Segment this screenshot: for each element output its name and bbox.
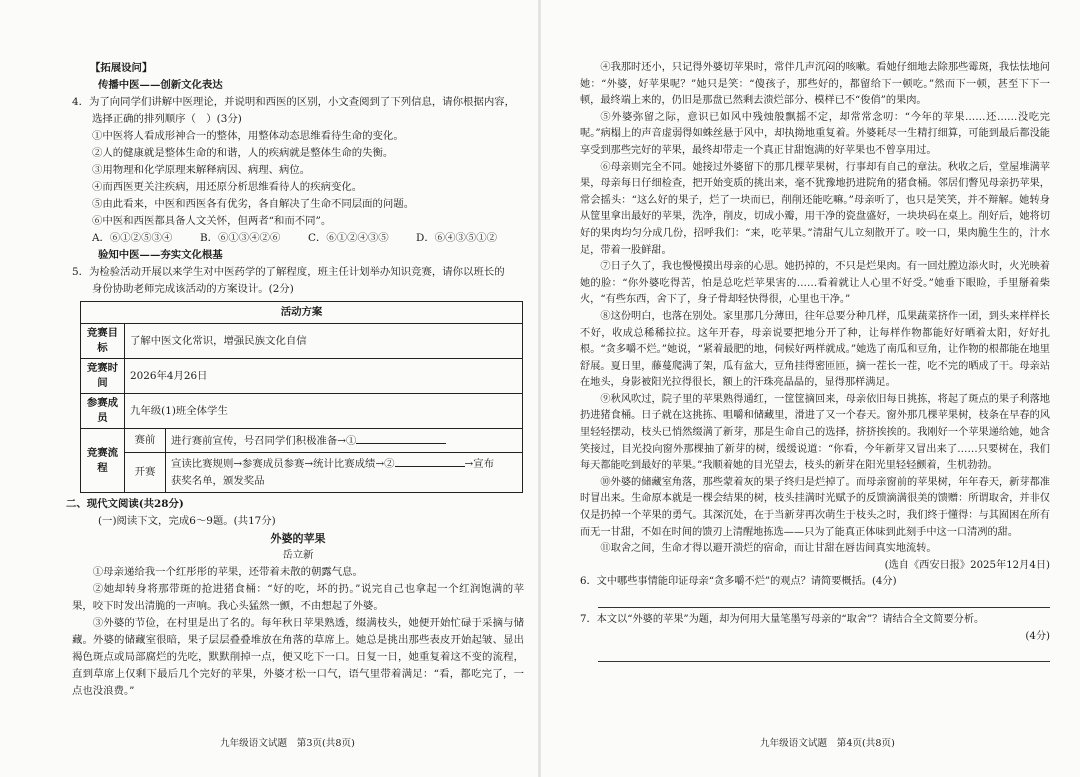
article-title: 外婆的苹果 [270, 532, 326, 545]
pre-label: 赛前 [125, 429, 166, 453]
subsection-heading-1: 传播中医——创新文化表达 [98, 79, 223, 91]
paragraph-3: ③外婆的节俭，在村里是出了名的。每年秋日苹果熟透，缀满枝头，她便开始忙碌于采摘与储藏。外婆的储藏室很暗，果子层层叠叠堆放在角落的草席上。她总是挑出那些表皮开始起皱、显出褐色斑点或局部腐烂的先吃，默默削掉一点，便又吃下一口。日复一日，她重复着这不变的流程，直到草席上仅剩下最后几个完好的苹果，外婆才松一口气，语气里带着满足：“看，都吃完了，一点也没浪费。” [72, 617, 524, 697]
answer-blank-2[interactable] [395, 455, 465, 467]
during-label: 开赛 [125, 453, 166, 493]
article-author: 岳立新 [282, 549, 314, 561]
question-7: 7．本文以“外婆的苹果”为题，却为何用大量笔墨写母亲的“取舍”？请结合全文简要分析。 [580, 614, 985, 625]
right-column [580, 60, 1050, 666]
during-text-b: →宣布 [464, 458, 495, 470]
paragraph-5: ⑤外婆弥留之际，意识已如风中残烛般飘摇不定，却常常念叨：“今年的苹果……还……没吃完呢。”病榻上的声音虚弱得如蛛丝悬于风中，却执拗地重复着。外婆耗尽一生精打细算，可能到最后都没能享受到那些完好的苹果，最终却带走一个真正甘甜饱满的好苹果也不曾享用过。 [580, 111, 1050, 156]
answer-blank-1[interactable] [356, 432, 446, 444]
answer-line-7[interactable] [598, 647, 1050, 662]
paragraph-8: ⑧这份明白，也落在别处。家里那几分薄田，往年总要分种几样，瓜果蔬菜挤作一团，到头来样样长不好，收成总稀稀拉拉。这年开春，母亲说要把地分开了种，让每样作物都能好好晒着太阳，好好扎根。“贪多嚼不烂。”她说，“紧着最肥的地，伺候好两样就成。”她选了南瓜和豆角，让作物的根都能在地里舒展。夏日里，藤蔓爬满了架，瓜有盆大，豆角挂得密匝匝，摘一茬长一茬，吃不完的晒成了干。母亲站在地头，身影被阳光拉得很长，额上的汗珠亮晶晶的，显得那样满足。 [580, 310, 1050, 389]
part-2-heading: 二、现代文阅读(共28分) [66, 498, 184, 510]
goal-label: 竞赛目标 [81, 324, 125, 359]
q4-item: ①中医将人看成形神合一的整体，用整体动态思维看待生命的变化。 [92, 130, 404, 142]
question-4-line-2: 选择正确的排列顺序（ ）(3分) [92, 113, 242, 125]
q4-item: ③用物理和化学原理来解释病因、病理、病位。 [92, 164, 311, 176]
question-7-score: (4分) [1025, 630, 1050, 642]
option-b[interactable]: B．⑥①③④②⑥ [200, 232, 281, 244]
pre-row [166, 429, 523, 453]
option-a[interactable]: A．⑥①②⑤③④ [92, 232, 173, 244]
article-source: (选自《西安日报》2025年12月4日) [884, 559, 1050, 571]
paragraph-9: ⑨秋风吹过，院子里的苹果熟得通红，一筐筐摘回来，母亲依旧每日挑拣，将起了斑点的果子利落地扔进猪食桶。日子就在这挑拣、咀嚼和储藏里，滑进了又一个春天。窗外那几棵苹果树，枝条在早春的风里轻轻摆动，枝头已悄然缀满了新芽，那是生命自己的选择，挤挤挨挨的。我刚好一个苹果递给她，她含笑接过，目光投向窗外那棵抽了新芽的树，缓缓说道：“你看，今年新芽又冒出来了……只要树在，我们每天都能吃到最好的苹果。”我顺着她的目光望去，枝头的新芽在阳光里轻轻颤着，生机勃勃。 [580, 393, 1050, 472]
during-row [166, 453, 523, 493]
q4-item: ⑥中医和西医都具备人文关怀，但两者“和而不同”。 [92, 215, 332, 227]
q4-options [72, 230, 524, 247]
question-5-line-2: 身份协助老师完成该活动的方案设计。(2分) [92, 283, 294, 295]
during-text-a: 宣读比赛规则→参赛成员参赛→统计比赛成绩→② [171, 458, 395, 470]
page-footer-right: 九年级语文试题 第4页(共8页) [760, 738, 895, 749]
during-text-c: 获奖名单，颁发奖品 [171, 475, 265, 487]
q4-item: ④而西医更关注疾病，用还原分析思维看待人的疾病变化。 [92, 181, 363, 193]
activity-plan-table [80, 301, 523, 493]
flow-label: 竞赛流程 [81, 429, 125, 493]
paragraph-4: ④我那时还小，只记得外婆切苹果时，常伴几声沉闷的咳嗽。看她仔细地去除那些霉斑，我怯怯地问她：“外婆，好苹果呢？”她只是笑：“傻孩子，那些好的，都留给下一顿吃。”然而下一顿，甚至下下一顿，最终端上来的，仍旧是那盘已然剩去溃烂部分、模样已不“俊俏”的果肉。 [580, 62, 1050, 107]
left-column [66, 60, 524, 700]
paragraph-6: ⑥母亲则完全不同。她接过外婆留下的那几棵苹果树，行事却有自己的章法。秋收之后，堂屋堆满苹果，母亲每日仔细检查，把开始变质的挑出来，毫不犹豫地扔进院角的猪食桶。邻居们瞥见母亲扔苹果，常会摇头：“这么好的果子，烂了一块而已，削削还能吃嘛。”母亲听了，也只是笑笑，并不辩解。她转身从筐里拿出最好的苹果，洗净，削皮，切成小瓣，用干净的瓷盘盛好，一块块码在桌上。削好后，她将切好的果肉均匀分成几份，招呼我们：“来，吃苹果。”清甜气儿立刻散开了。咬一口，果肉脆生生的，汁水足，带着一股鲜甜。 [580, 161, 1050, 256]
paragraph-11: ⑪取舍之间，生命才得以避开溃烂的宿命，而让甘甜在唇齿间真实地流转。 [600, 543, 937, 555]
paragraph-2: ②她却转身将那带斑的抢进猪食桶：“好的吃，坏的扔。”说完自己也拿起一个红润饱满的苹果，咬下时发出清脆的一声响。我心头猛然一颤，不由想起了外婆。 [72, 583, 524, 612]
subsection-heading-2: 验知中医——夯实文化根基 [98, 249, 223, 261]
q4-item: ⑤由此看来，中医和西医各有优劣，各自解决了生命不同层面的问题。 [92, 198, 415, 210]
answer-line-6[interactable] [598, 593, 1050, 608]
table-title: 活动方案 [81, 302, 523, 324]
members-label: 参赛成员 [81, 394, 125, 429]
pre-text: 进行赛前宣传，号召同学们积极准备→① [171, 434, 357, 447]
option-c[interactable]: C．⑥①②④③⑤ [308, 232, 389, 244]
question-4-line-1: 4．为了向同学们讲解中医理论，并说明和西医的区别，小文查阅到了下列信息，请你根据内容， [72, 96, 516, 108]
option-d[interactable]: D．⑥④③⑤①② [416, 232, 498, 244]
question-6: 6．文中哪些事情能印证母亲“贪多嚼不烂”的观点？请简要概括。(4分) [580, 576, 897, 588]
section-tag: 【拓展设问】 [90, 62, 153, 74]
paragraph-1: ①母亲递给我一个红彤彤的苹果，还带着未散的朝露气息。 [92, 566, 363, 578]
paragraph-10: ⑩外婆的储藏室角落，那些蒙着灰的果子终归是烂掉了。而母亲窗前的苹果树，年年春天，新芽都准时冒出来。生命原本就是一棵会结果的树，枝头挂满时光赋予的反馈滴满很美的馈赠：所谓取舍，并非仅仅是扔掉一个苹果的勇气。其深沉处，在于当新芽再次萌生于枝头之时，我们终于懂得：与其囿困在所有而无一甘甜，不如在时间的馈刃上清醒地拣选——只为了能真正体味到此刻手中这一口清冽的甜。 [580, 476, 1050, 538]
time-label: 竞赛时间 [81, 359, 125, 394]
time-value: 2026年4月26日 [125, 359, 523, 394]
question-5-line-1: 5．为检验活动开展以来学生对中医药学的了解程度，班主任计划举办知识竞赛，请你以班长的 [72, 266, 505, 278]
members-value: 九年级(1)班全体学生 [125, 394, 523, 429]
paragraph-7: ⑦日子久了，我也慢慢摸出母亲的心思。她扔掉的，不只是烂果肉。有一回灶膛边添火时，火光映着她的脸：“你外婆吃得苦，怕是总吃烂苹果害的……看着就让人心里不好受。”她垂下眼睑，手里掰着柴火，“有些东西，舍下了，身子骨却轻快得很，心里也干净。” [580, 261, 1050, 306]
goal-value: 了解中医文化常识，增强民族文化自信 [125, 324, 523, 359]
right-page [540, 0, 1080, 777]
page-footer-left: 九年级语文试题 第3页(共8页) [220, 738, 355, 749]
q4-item: ②人的健康就是整体生命的和谐，人的疾病就是整体生命的失衡。 [92, 147, 394, 159]
part-2-instructions: (一)阅读下文，完成6～9题。(共17分) [98, 515, 276, 527]
